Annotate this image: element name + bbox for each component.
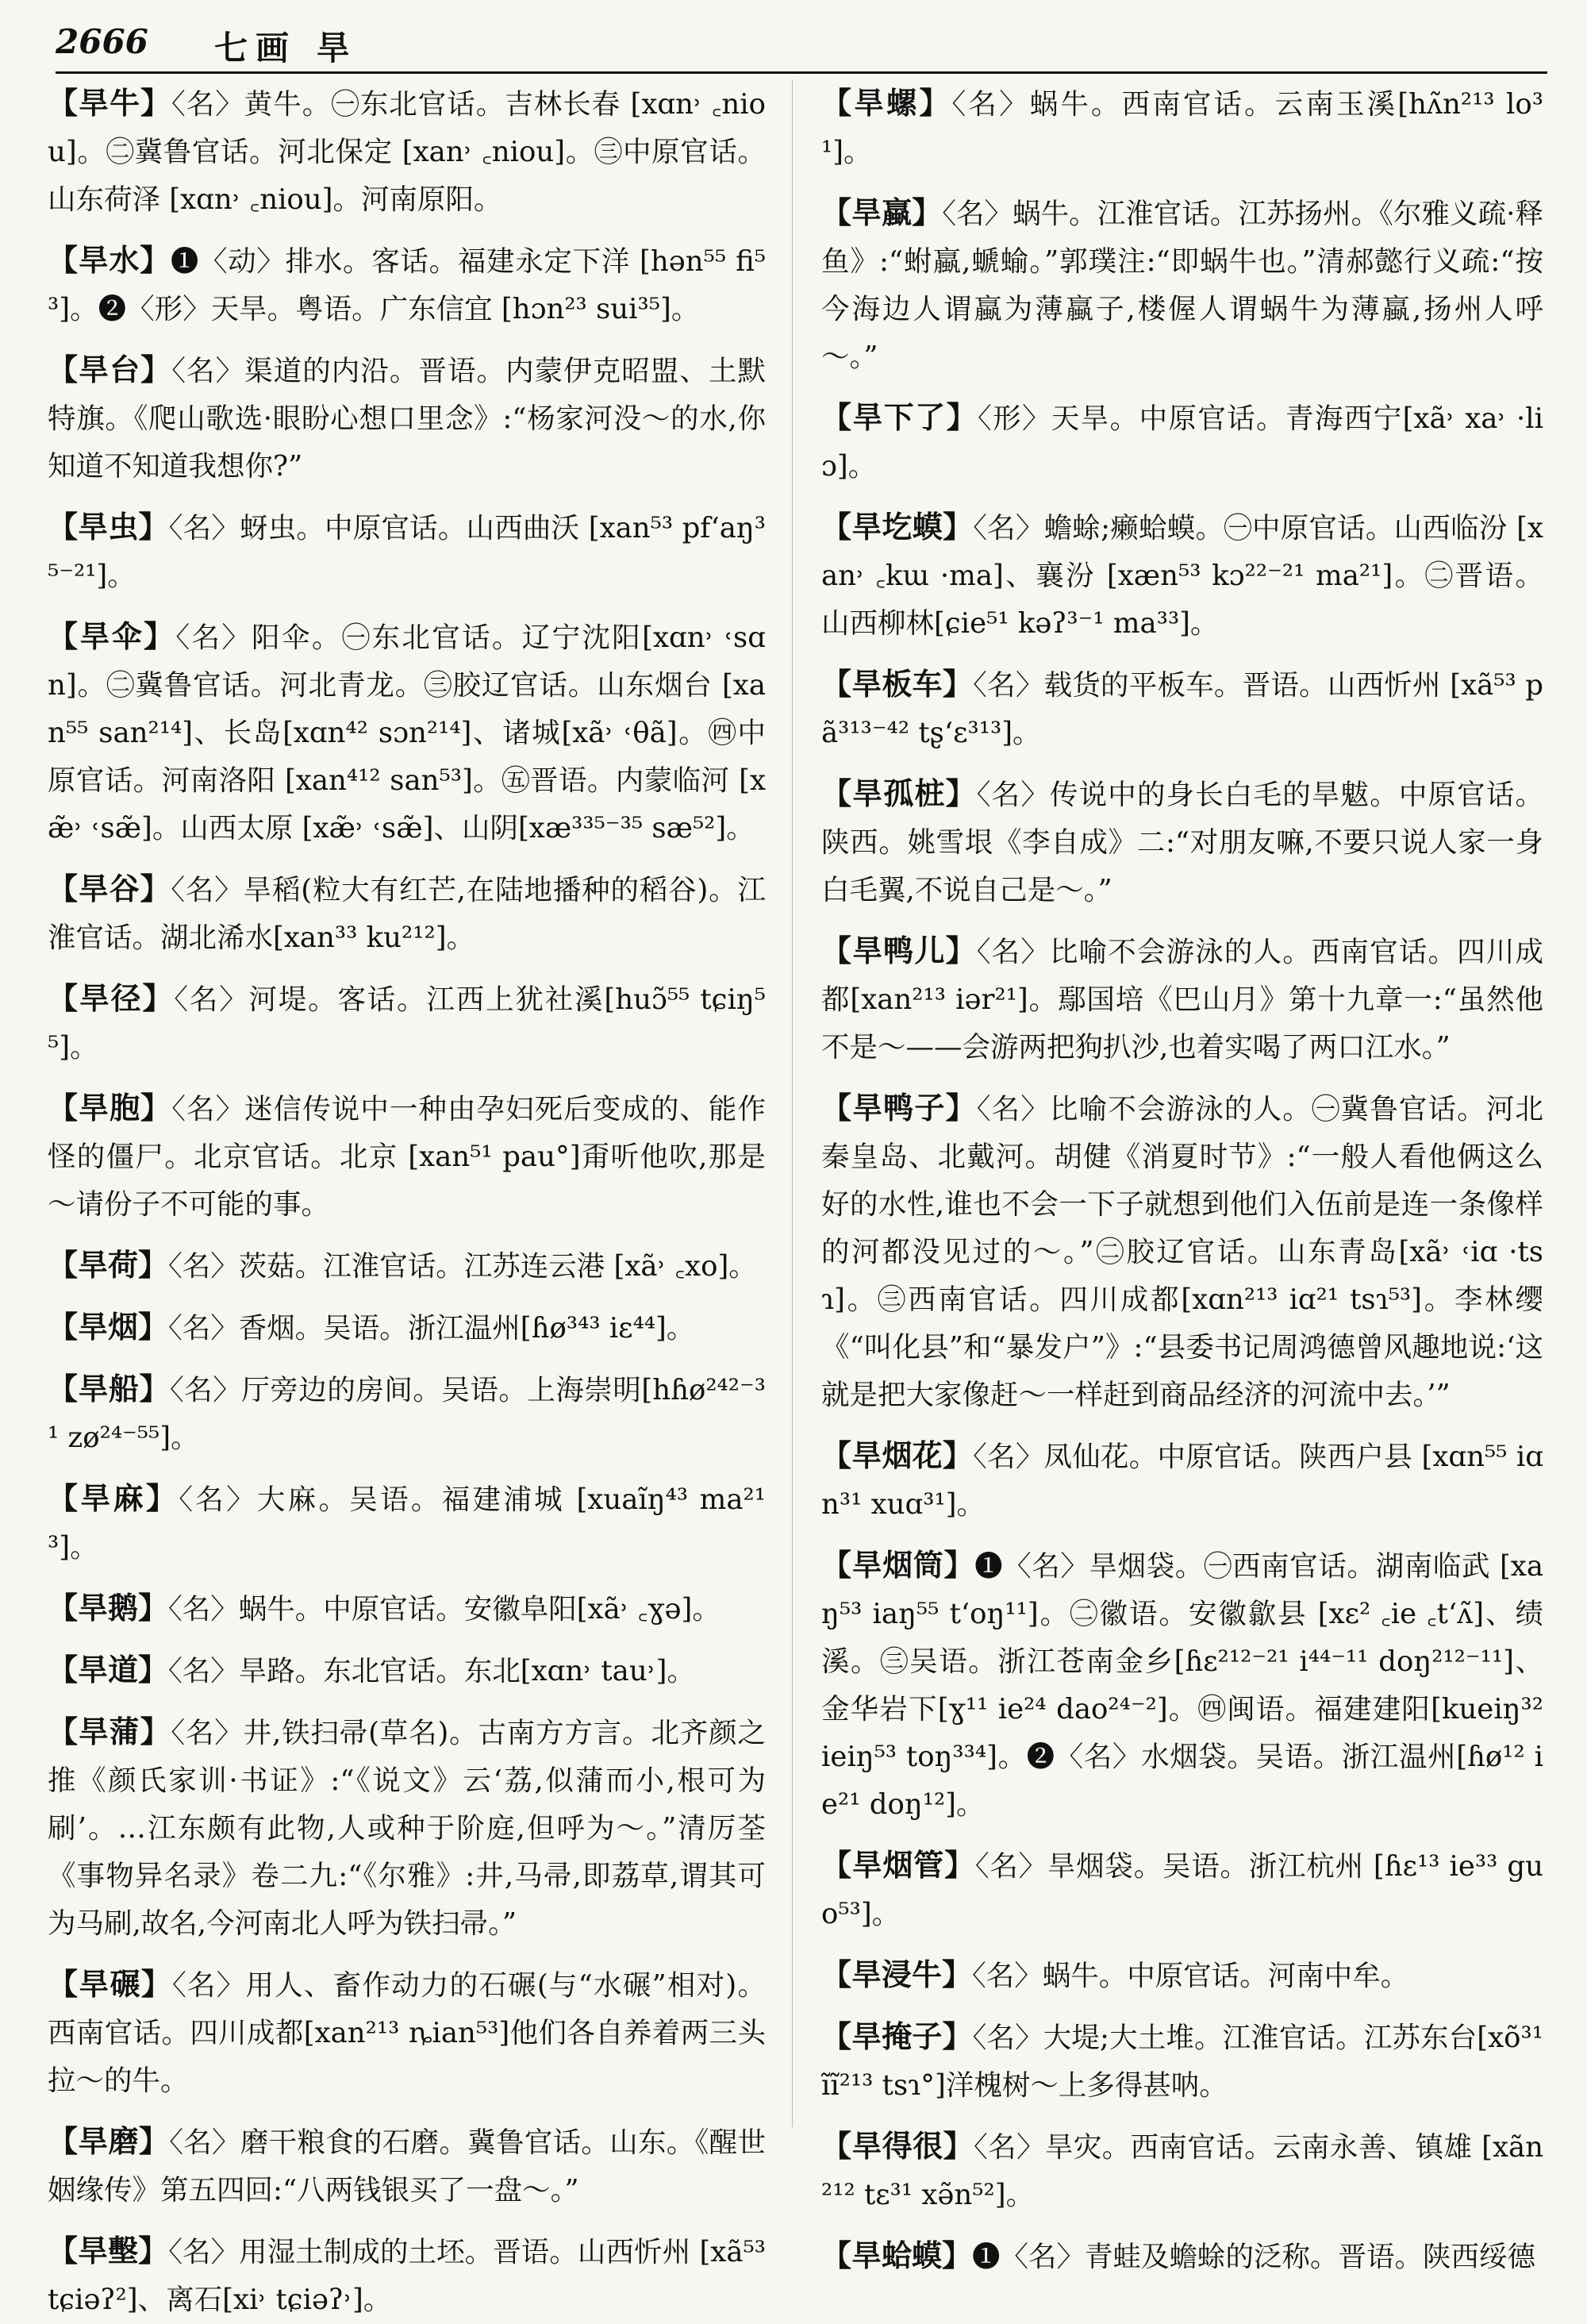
entry-definition: 〈名〉比喻不会游泳的人。西南官话。四川成都[xan²¹³ iər²¹]。鄢国培《巴山月》第十九章一:“虽然他不是～——会游两把狗扒沙,也着实喝了两口江水。”: [821, 936, 1543, 1064]
dictionary-entry: [821, 189, 1543, 381]
dictionary-entry: [821, 2122, 1543, 2219]
entry-headword: 【旱船】: [48, 1371, 171, 1406]
entry-definition: 〈名〉旱路。东北官话。东北[xɑn˒ tau˒]。: [168, 1655, 695, 1687]
entry-definition: 〈名〉比喻不会游泳的人。㊀冀鲁官话。河北秦皇岛、北戴河。胡健《消夏时节》:“一般人看他俩这么好的水性,谁也不会一下子就想到他们入伍前是连一条像样的河都没见过的～。”㊁胶辽官话。山东青岛[xã˒ ˓iɑ ·tsɿ]。㊂西南官话。四川成都[xɑn²¹³ iɑ²¹ tsɿ⁵³]。李林缨《“叫化县”和“暴发户”》:“县委书记周鸿德曾风趣地说:‘这就是把大家像赶～一样赶到商品经济的河流中去。’”: [821, 1093, 1543, 1411]
entry-headword: 【旱得很】: [821, 2128, 974, 2164]
dictionary-entry: [821, 2232, 1543, 2281]
dictionary-entry: [48, 2227, 766, 2324]
entry-headword: 【旱道】: [48, 1652, 169, 1687]
dictionary-entry: [821, 927, 1543, 1072]
entry-definition: 〈名〉井,铁扫帚(草名)。古南方方言。北齐颜之推《颜氏家训·书证》:“《说文》云‘荔,似蒲而小,根可为刷’。…江东颇有此物,人或种于阶庭,但呼为～。”清厉荃《事物异名录》卷二九:“《尔雅》:井,马帚,即荔草,谓其可为马刷,故名,今河南北人呼为铁扫帚。”: [48, 1717, 766, 1940]
entry-headword: 【旱胞】: [48, 1090, 172, 1125]
entry-definition: 〈名〉蜗牛。西南官话。云南玉溪[hʌ̃n²¹³ lo³¹]。: [821, 88, 1543, 168]
entry-headword: 【旱烟管】: [821, 1847, 975, 1883]
entry-definition: 〈名〉大麻。吴语。福建浦城 [xuaĩŋ⁴³ ma²¹³]。: [48, 1483, 766, 1564]
entry-headword: 【旱下了】: [821, 399, 978, 435]
dictionary-entry: [48, 503, 766, 600]
entry-headword: 【旱水】: [48, 242, 171, 278]
dictionary-entry: [821, 1841, 1543, 1938]
dictionary-entry: [48, 2118, 766, 2214]
entry-headword: 【旱碾】: [48, 1966, 172, 2002]
dictionary-entry: [821, 660, 1543, 757]
entry-headword: 【旱鹅】: [48, 1590, 169, 1626]
dictionary-entry: [48, 1241, 766, 1291]
entry-definition: 〈名〉蟾蜍;癞蛤蟆。㊀中原官话。山西临汾 [xan˒ ꜀kɯ ·ma]、襄汾 [xæn⁵³ kɔ²²⁻²¹ ma²¹]。㊁晋语。山西柳林[ɕie⁵¹ kəʔ³⁻¹ ma³³]。: [821, 512, 1543, 640]
dictionary-entry: [821, 770, 1543, 914]
entry-definition: 〈名〉香烟。吴语。浙江温州[ɦø³⁴³ iɛ⁴⁴]。: [168, 1312, 695, 1345]
dictionary-entry: [821, 1541, 1543, 1829]
entry-definition: 〈名〉用湿土制成的土坯。晋语。山西忻州 [xã⁵³ tɕiəʔ²]、离石[xi˒ tɕiəʔ˒]。: [48, 2236, 766, 2316]
dictionary-entry: [821, 503, 1543, 648]
entry-headword: 【旱烟筒】: [821, 1547, 975, 1583]
dictionary-entry: [48, 1584, 766, 1633]
entry-definition: 〈名〉凤仙花。中原官话。陕西户县 [xɑn⁵⁵ iɑn³¹ xuɑ³¹]。: [821, 1441, 1543, 1521]
entry-definition: ❶〈名〉旱烟袋。㊀西南官话。湖南临武 [xaŋ⁵³ iaŋ⁵⁵ tʻoŋ¹¹]。㊁徽语。安徽歙县 [xɛ² ꜀ie ꜀tʻʌ̃]、绩溪。㊂吴语。浙江苍南金乡[ɦɛ²¹²⁻²¹ i⁴⁴⁻¹¹ doŋ²¹²⁻¹¹]、金华岩下[ɣ¹¹ ie²⁴ dao²⁴⁻²]。㊃闽语。福建建阳[kueiŋ³² ieiŋ⁵³ toŋ³³⁴]。❷〈名〉水烟袋。吴语。浙江温州[ɦø¹² ie²¹ doŋ¹²]。: [821, 1550, 1543, 1821]
entry-definition: 〈形〉天旱。中原官话。青海西宁[xã˒ xa˒ ·liɔ]。: [821, 402, 1543, 483]
entry-definition: 〈名〉蜗牛。中原官话。安徽阜阳[xã˒ ꜀ɣə]。: [168, 1593, 720, 1626]
dictionary-entry: [821, 394, 1543, 491]
entry-headword: 【旱谷】: [48, 871, 171, 906]
entry-headword: 【旱掩子】: [821, 2018, 973, 2054]
dictionary-entry: [48, 1960, 766, 2105]
entry-headword: 【旱烟】: [48, 1309, 169, 1345]
dictionary-entry: [48, 1084, 766, 1229]
entry-headword: 【旱径】: [48, 980, 175, 1016]
chapter-heading: 七画 旱: [214, 29, 358, 67]
entry-definition: 〈名〉旱灾。西南官话。云南永善、镇雄 [xãn²¹² tɛ³¹ xə̃n⁵²]。: [821, 2131, 1543, 2211]
dictionary-entry: [48, 346, 766, 491]
entry-definition: ❶〈名〉青蛙及蟾蜍的泛称。晋语。陕西绥德: [972, 2241, 1536, 2273]
entry-definition: 〈名〉用人、畜作动力的石碾(与“水碾”相对)。西南官话。四川成都[xan²¹³ ȵian⁵³]他们各自养着两三头拉～的牛。: [48, 1969, 766, 2097]
entry-definition: 〈名〉大堤;大土堆。江淮官话。江苏东台[xõ³¹ ĩĩ²¹³ tsɿ°]洋槐树～上多得甚呐。: [821, 2022, 1543, 2102]
entry-definition: 〈名〉黄牛。㊀东北官话。吉林长春 [xɑn˒ ꜀niou]。㊁冀鲁官话。河北保定 [xan˒ ꜀niou]。㊂中原官话。山东荷泽 [xɑn˒ ꜀niou]。河南原阳。: [48, 88, 766, 216]
entry-headword: 【旱烟花】: [821, 1437, 974, 1473]
dictionary-entry: [48, 1475, 766, 1572]
dictionary-entry: [821, 2013, 1543, 2110]
entry-headword: 【旱荷】: [48, 1247, 169, 1283]
entry-headword: 【旱孤桩】: [821, 775, 977, 811]
column-divider: [792, 79, 793, 2127]
entry-definition: 〈名〉旱稻(粒大有红芒,在陆地播种的稻谷)。江淮官话。湖北浠水[xan³³ ku²¹²]。: [48, 874, 766, 954]
entry-definition: 〈名〉蜗牛。江淮官话。江苏扬州。《尔雅义疏·释鱼》:“蚹蠃,螔蝓。”郭璞注:“即蜗牛也。”清郝懿行义疏:“按今海边人谓蠃为薄蠃子,楼偓人谓蜗牛为薄蠃,扬州人呼～。”: [821, 198, 1543, 373]
entry-definition: 〈名〉载货的平板车。晋语。山西忻州 [xã⁵³ pã³¹³⁻⁴² tʂʻɛ³¹³]。: [821, 669, 1543, 749]
entry-definition: 〈名〉旱烟袋。吴语。浙江杭州 [ɦɛ¹³ ie³³ guo⁵³]。: [821, 1850, 1543, 1930]
dictionary-entry: [48, 1646, 766, 1695]
entry-definition: 〈名〉磨干粮食的石磨。冀鲁官话。山东。《醒世姻缘传》第五四回:“八两钱银买了一盘～。”: [48, 2126, 766, 2207]
dictionary-entry: [48, 1708, 766, 1948]
entry-headword: 【旱墼】: [48, 2233, 169, 2268]
entry-headword: 【旱鸭儿】: [821, 933, 977, 968]
dictionary-entry: [48, 1365, 766, 1462]
dictionary-entry: [48, 975, 766, 1072]
entry-headword: 【旱鸭子】: [821, 1090, 977, 1125]
entry-headword: 【旱伞】: [48, 618, 176, 654]
entry-headword: 【旱牛】: [48, 85, 171, 121]
entry-definition: 〈名〉传说中的身长白毛的旱魃。中原官话。陕西。姚雪垠《李自成》二:“对朋友嘛,不要只说人家一身白毛翼,不说自己是～。”: [821, 779, 1543, 906]
entry-headword: 【旱台】: [48, 352, 172, 387]
page-number: 2666: [56, 22, 148, 61]
entry-headword: 【旱蠃】: [821, 194, 943, 230]
entry-definition: 〈名〉迷信传说中一种由孕妇死后变成的、能作怪的僵尸。北京官话。北京 [xan⁵¹ pau°]甭听他吹,那是～请份子不可能的事。: [48, 1093, 766, 1221]
left-column: [48, 79, 766, 2316]
dictionary-entry: [821, 1084, 1543, 1419]
entry-headword: 【旱蒲】: [48, 1714, 171, 1749]
dictionary-entry: [821, 79, 1543, 176]
entry-headword: 【旱浸牛】: [821, 1957, 973, 1992]
entry-definition: 〈名〉厅旁边的房间。吴语。上海崇明[hɦø²⁴²⁻³¹ zø²⁴⁻⁵⁵]。: [48, 1374, 766, 1454]
entry-definition: ❶〈动〉排水。客话。福建永定下洋 [hən⁵⁵ fi⁵³]。❷〈形〉天旱。粤语。广东信宜 [hɔn²³ sui³⁵]。: [48, 245, 766, 325]
dictionary-entry: [48, 237, 766, 333]
dictionary-entry: [48, 613, 766, 852]
entry-headword: 【旱螺】: [821, 85, 952, 121]
entry-definition: 〈名〉蜗牛。中原官话。河南中牟。: [972, 1960, 1409, 1992]
entry-definition: 〈名〉河堤。客话。江西上犹社溪[huɔ̃⁵⁵ tɕiŋ⁵⁵]。: [48, 983, 766, 1064]
entry-headword: 【旱麻】: [48, 1480, 179, 1516]
dictionary-entry: [821, 1432, 1543, 1529]
right-column: [821, 79, 1543, 2273]
dictionary-entry: [821, 1951, 1543, 2000]
entry-definition: 〈名〉蚜虫。中原官话。山西曲沃 [xan⁵³ pfʻaŋ³⁵⁻²¹]。: [48, 512, 766, 592]
dictionary-entry: [48, 79, 766, 224]
entry-headword: 【旱蛤蟆】: [821, 2237, 973, 2273]
page-header: [56, 16, 1547, 74]
dictionary-entry: [48, 1303, 766, 1352]
dictionary-entry: [48, 865, 766, 962]
entry-headword: 【旱磨】: [48, 2123, 170, 2159]
entry-headword: 【旱虫】: [48, 509, 169, 544]
entry-definition: 〈名〉渠道的内沿。晋语。内蒙伊克昭盟、土默特旗。《爬山歌选·眼盼心想口里念》:“杨家河没～的水,你知道不知道我想你?”: [48, 355, 766, 483]
entry-headword: 【旱圪蟆】: [821, 509, 974, 544]
entry-headword: 【旱板车】: [821, 666, 974, 702]
entry-definition: 〈名〉阳伞。㊀东北官话。辽宁沈阳[xɑn˒ ˓sɑn]。㊁冀鲁官话。河北青龙。㊂胶辽官话。山东烟台 [xan⁵⁵ san²¹⁴]、长岛[xɑn⁴² sɔn²¹⁴]、诸城[xã˒ ˓θã]。㊃中原官话。河南洛阳 [xan⁴¹² san⁵³]。㊄晋语。内蒙临河 [xæ̃˒ ˓sæ̃]。山西太原 [xæ̃˒ ˓sæ̃]、山阴[xæ³³⁵⁻³⁵ sæ⁵²]。: [48, 621, 766, 845]
entry-definition: 〈名〉茨菇。江淮官话。江苏连云港 [xã˒ ꜀xo]。: [168, 1250, 757, 1283]
